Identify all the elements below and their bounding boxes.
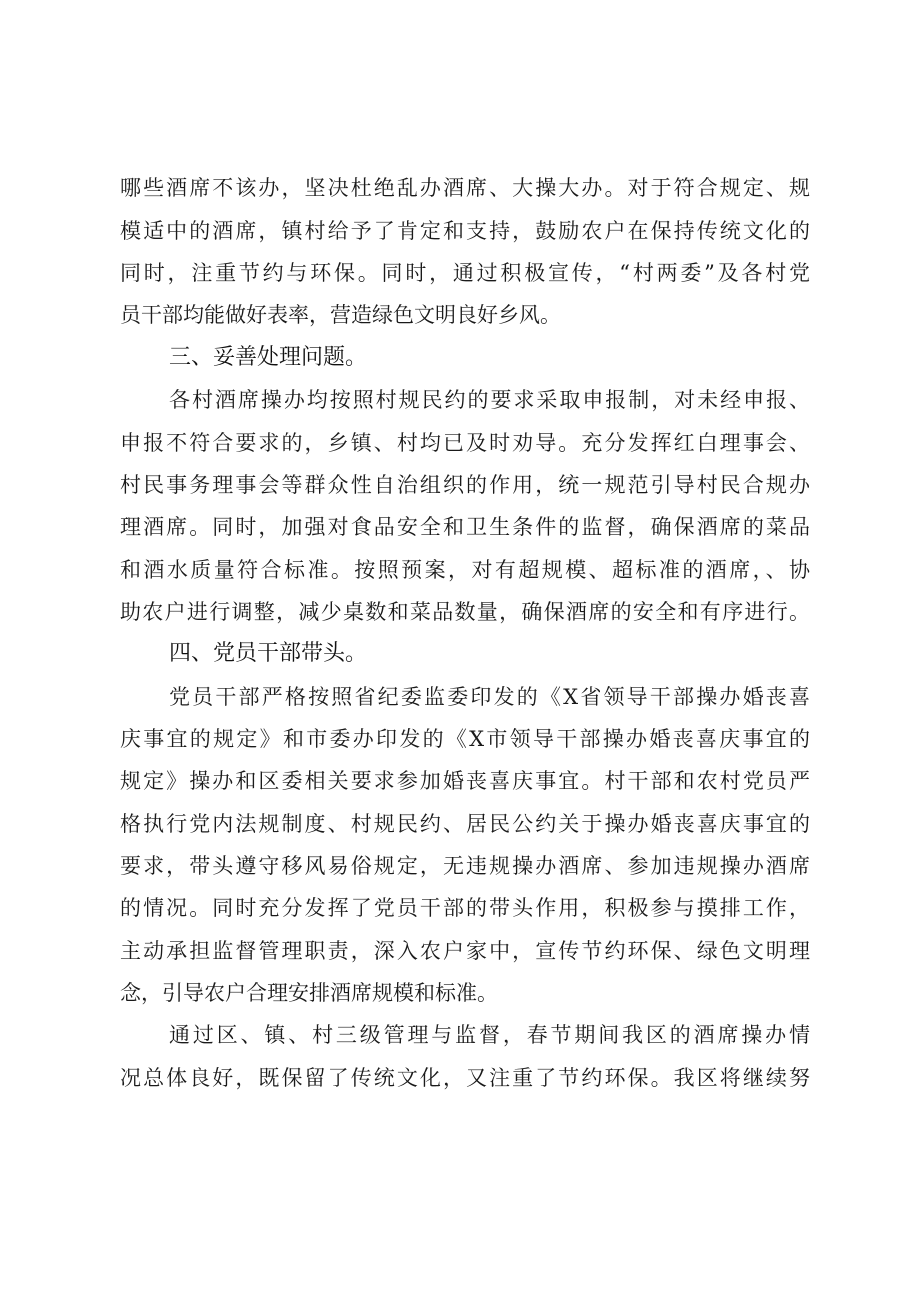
section-heading-3: 三、妥善处理问题。: [169, 345, 368, 370]
text-line: 格执行党内法规制度、村规民约、居民公约关于操办婚丧喜庆事宜的: [120, 812, 810, 836]
text-line: 员干部均能做好表率，营造绿色文明良好乡风。: [120, 303, 561, 327]
text-line: 党员干部严格按照省纪委监委印发的《X省领导干部操办婚丧喜: [169, 685, 810, 709]
text-line: 助农户进行调整，减少桌数和菜品数量，确保酒席的安全和有序进行。: [120, 600, 810, 624]
text-line: 同时，注重节约与环保。同时，通过积极宣传，“村两委”及各村党: [120, 261, 810, 285]
text-line: 的情况。同时充分发挥了党员干部的带头作用，积极参与摸排工作，: [120, 896, 810, 920]
text-line: 通过区、镇、村三级管理与监督，春节期间我区的酒席操办情: [169, 1023, 810, 1047]
text-line: 模适中的酒席，镇村给予了肯定和支持，鼓励农户在保持传统文化的: [120, 219, 810, 243]
text-line: 主动承担监督管理职责，深入农户家中，宣传节约环保、绿色文明理: [120, 939, 810, 963]
text-line: 申报不符合要求的，乡镇、村均已及时劝导。充分发挥红白理事会、: [120, 431, 810, 455]
text-line: 村民事务理事会等群众性自治组织的作用，统一规范引导村民合规办: [120, 473, 810, 497]
text-line: 况总体良好，既保留了传统文化，又注重了节约环保。我区将继续努: [120, 1066, 810, 1090]
text-line: 理酒席。同时，加强对食品安全和卫生条件的监督，确保酒席的菜品: [120, 515, 810, 539]
text-line: 规定》操办和区委相关要求参加婚丧喜庆事宜。村干部和农村党员严: [120, 769, 810, 793]
text-line: 哪些酒席不该办，坚决杜绝乱办酒席、大操大办。对于符合规定、规: [120, 176, 810, 200]
text-line: 庆事宜的规定》和市委办印发的《X市领导干部操办婚丧喜庆事宜的: [120, 727, 810, 751]
text-line: 各村酒席操办均按照村规民约的要求采取申报制，对未经申报、: [169, 388, 810, 412]
section-heading-4: 四、党员干部带头。: [169, 641, 368, 666]
text-line: 要求，带头遵守移风易俗规定，无违规操办酒席、参加违规操办酒席: [120, 854, 810, 878]
text-line: 和酒水质量符合标准。按照预案，对有超规模、超标准的酒席，、协: [120, 558, 810, 582]
text-line: 念，引导农户合理安排酒席规模和标准。: [120, 981, 498, 1005]
